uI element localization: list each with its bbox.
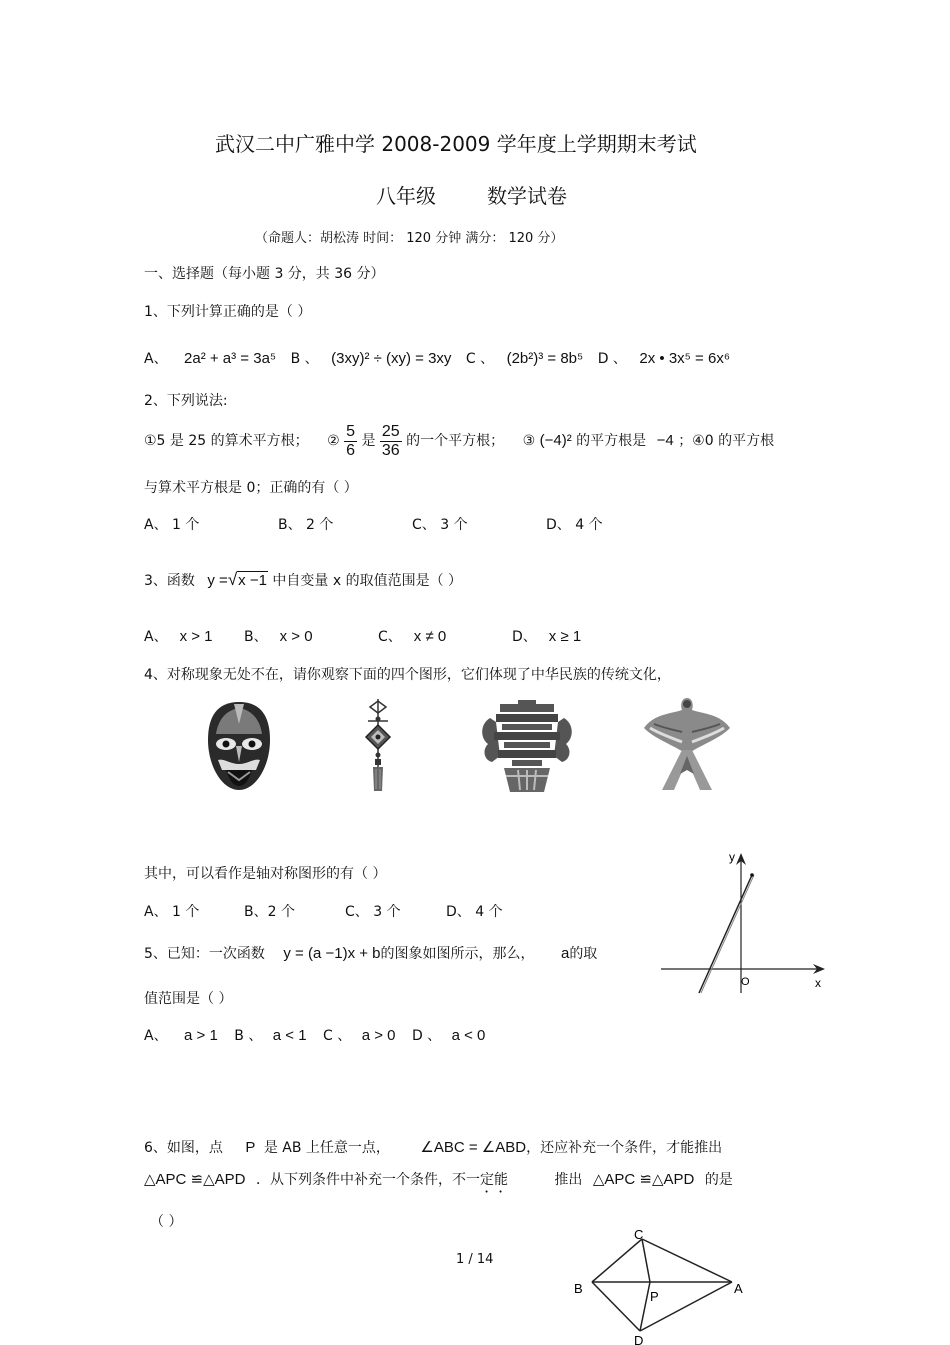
q1-opt-c: (2b²)³ = 8b⁵	[506, 350, 584, 367]
segment-pc	[642, 1239, 650, 1282]
q2-opt-b: B、 2 个	[278, 517, 334, 533]
point-p-label: P	[650, 1289, 659, 1304]
vertex-d-label: D	[634, 1333, 644, 1345]
q5-expr: y = (a −1)x + b	[283, 945, 381, 962]
q2-frac1-den: 6	[346, 441, 355, 459]
q1-opt-b-label: B 、	[290, 351, 319, 367]
q4-question: 其中，可以看作是轴对称图形的有（ ）	[144, 866, 387, 882]
q2-s3-mid: 的平方根是	[576, 433, 647, 449]
q2-statements	[144, 420, 774, 462]
q2-s3-post: ；④0 的平方根	[678, 433, 775, 449]
q3-opt-b: x > 0	[279, 628, 313, 645]
q2-s3-expr: (−4)²	[539, 432, 572, 449]
q4-opt-a: A、 1 个	[144, 904, 200, 920]
q3-opt-d-label: D、	[512, 629, 537, 645]
segment-pd	[640, 1282, 650, 1331]
q2-frac1-num: 5	[346, 422, 355, 440]
q3-stem	[144, 570, 462, 590]
sqrt-icon: √	[227, 570, 238, 589]
q6-line1-post: ，还应补充一个条件，才能推出	[526, 1140, 723, 1156]
q4-opt-b: B、2 个	[244, 904, 295, 920]
q6-condition: ∠ABC = ∠ABD	[420, 1139, 527, 1156]
q3-expr-radicand: x −1	[238, 572, 267, 589]
q5-opt-d: a < 0	[451, 1027, 486, 1044]
q6-congruence-1: △APC ≌△APD	[144, 1171, 246, 1188]
subject-label: 数学试卷	[487, 184, 567, 208]
q5-stem-pre: 5、已知：一次函数	[144, 946, 265, 962]
q3-opt-d: x ≥ 1	[548, 628, 582, 645]
q6-line2-mid: ．从下列条件中补充一个条件，不一	[255, 1172, 480, 1188]
q2-frac1	[344, 423, 357, 460]
q2-opt-a: A、 1 个	[144, 517, 200, 533]
x-axis-label: x	[815, 976, 821, 990]
q3-opt-a-label: A、	[144, 629, 168, 645]
q2-s2-mid: 是	[361, 433, 376, 449]
vertex-b-label: B	[574, 1281, 583, 1296]
q3-opt-d-wrap	[512, 626, 581, 646]
q5-opt-c-label: C 、	[323, 1028, 352, 1044]
q3-opt-c-wrap	[378, 626, 446, 646]
q2-s1: ①5 是 25 的算术平方根；	[144, 433, 309, 449]
q3-stem-pre: 3、函数	[144, 573, 195, 589]
q5-opt-b: a < 1	[272, 1027, 307, 1044]
q2-stem: 2、下列说法:	[144, 393, 228, 409]
line-end-point	[750, 873, 754, 877]
q3-opt-c-label: C、	[378, 629, 402, 645]
q5-stem-post: 的取	[569, 946, 598, 962]
q6-line2-post: 的是	[704, 1172, 733, 1188]
q5-opt-a-label: A、	[144, 1028, 168, 1044]
q5-opt-a: a > 1	[184, 1027, 218, 1044]
q6-line2-emphasis: 定能	[479, 1172, 508, 1188]
q4-opt-d: D、 4 个	[446, 904, 503, 920]
section-heading: 一、选择题（每小题 3 分，共 36 分）	[144, 266, 385, 282]
q3-opt-b-label: B、	[244, 629, 268, 645]
q2-s3-pre: ③	[522, 433, 536, 449]
q1-opt-d-label: D 、	[597, 351, 627, 367]
q5-stem-mid: 的图象如图所示，那么，	[380, 946, 535, 962]
double-happiness-papercut-image	[478, 698, 576, 794]
segment-bc	[592, 1239, 642, 1282]
q5-opt-d-label: D 、	[411, 1028, 442, 1044]
q4-opt-c: C、 3 个	[345, 904, 401, 920]
q5-options	[144, 1025, 485, 1045]
grade-label: 八年级	[376, 184, 436, 208]
q6-congruence-2: △APC ≌△APD	[592, 1171, 695, 1188]
q6-answer-paren: （ ）	[150, 1214, 183, 1230]
q3-opt-b-wrap	[244, 626, 313, 646]
q1-stem: 1、下列计算正确的是（ ）	[144, 304, 312, 320]
q3-opt-a: x > 1	[179, 628, 213, 645]
q3-stem-post: 中自变量 x 的取值范围是（ ）	[272, 573, 463, 589]
q5-stem	[144, 943, 597, 963]
q1-opt-a-label: A、	[144, 351, 168, 367]
q6-line2	[144, 1169, 733, 1196]
q6-point: P	[245, 1139, 256, 1156]
q5-opt-b-label: B 、	[234, 1028, 263, 1044]
opera-mask-image	[204, 700, 274, 792]
origin-label: O	[741, 976, 750, 988]
q6-line1-pre: 6、如图，点	[144, 1140, 223, 1156]
q2-opt-d: D、 4 个	[546, 517, 603, 533]
q5-line2: 值范围是（ ）	[144, 991, 233, 1007]
swallow-kite-image	[640, 694, 734, 794]
chinese-knot-image	[358, 697, 398, 795]
q2-s3-val: −4	[656, 432, 674, 449]
q1-options	[144, 348, 730, 368]
y-axis-label: y	[729, 850, 735, 864]
q2-line2: 与算术平方根是 0；正确的有（ ）	[144, 480, 358, 496]
q3-expr-lhs: y =	[207, 572, 228, 589]
q3-opt-c: x ≠ 0	[413, 628, 447, 645]
segment-bd	[592, 1282, 640, 1331]
vertex-c-label: C	[634, 1227, 644, 1242]
q6-quadrilateral-figure	[570, 1225, 750, 1345]
q1-opt-a: 2a² + a³ = 3a⁵	[184, 350, 277, 367]
q2-s2-post: 的一个平方根；	[406, 433, 505, 449]
q2-frac2	[380, 423, 402, 460]
vertex-a-label: A	[734, 1281, 743, 1296]
q5-var: a	[560, 945, 570, 962]
q1-opt-d: 2x • 3x⁵ = 6x⁶	[639, 350, 730, 367]
q5-opt-c: a > 0	[361, 1027, 396, 1044]
q3-opt-a-wrap	[144, 626, 213, 646]
page-title: 武汉二中广雅中学 2008-2009 学年度上学期期末考试	[215, 132, 697, 156]
q5-linear-function-graph	[655, 845, 835, 1000]
q6-line2-gap: 推出	[554, 1172, 583, 1188]
q6-line1	[144, 1137, 722, 1157]
page-number: 1 / 14	[456, 1252, 494, 1267]
q1-opt-b: (3xy)² ÷ (xy) = 3xy	[331, 350, 452, 367]
q2-frac2-den: 36	[381, 441, 400, 459]
q2-s2-pre: ②	[327, 433, 340, 449]
exam-meta: （命题人：胡松涛 时间： 120 分钟 满分： 120 分）	[255, 231, 564, 246]
q6-line1-mid: 是 AB 上任意一点，	[263, 1140, 390, 1156]
q1-opt-c-label: C 、	[465, 351, 495, 367]
q4-stem: 4、对称现象无处不在，请你观察下面的四个图形，它们体现了中华民族的传统文化，	[144, 667, 671, 683]
q2-frac2-num: 25	[381, 422, 400, 440]
q2-opt-c: C、 3 个	[412, 517, 468, 533]
segment-ca	[642, 1239, 732, 1282]
